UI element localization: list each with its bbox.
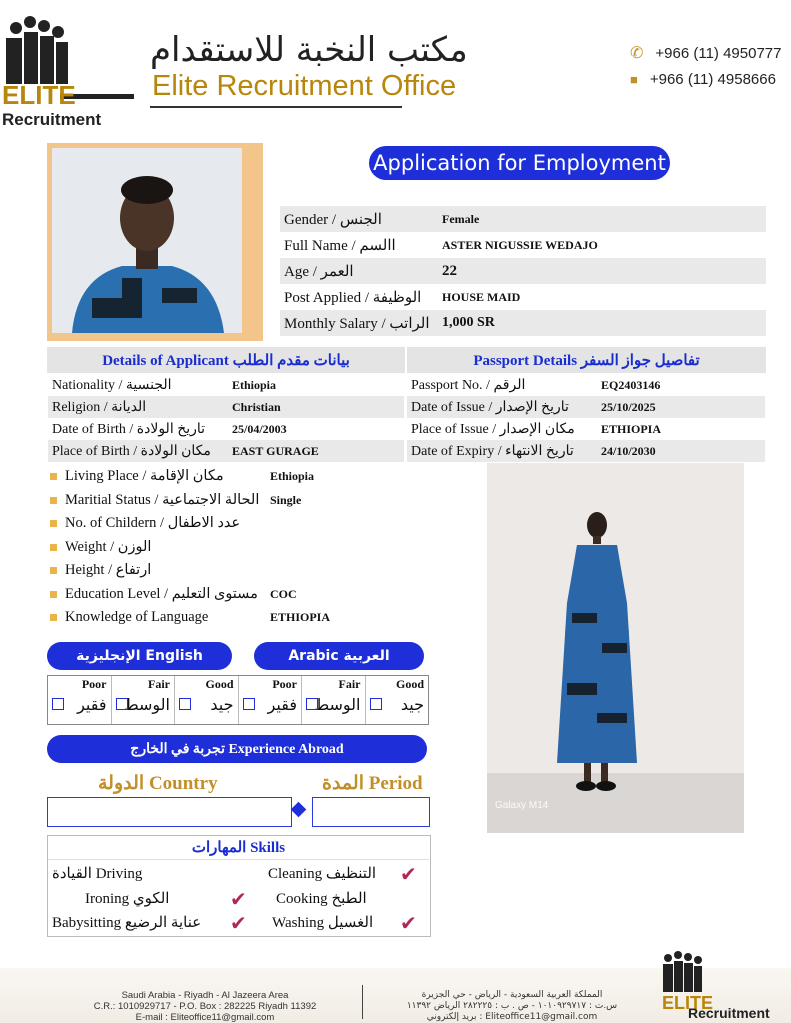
footer-cr-ar: س.ت : ١٠١٠٩٢٩٧١٧ - ص . ب : ٢٨٢٢٢٥ الرياض ١١٣٩٢ xyxy=(406,1001,618,1011)
skill-babysitting: Babysitting عناية الرضيع xyxy=(52,915,202,931)
post-value: HOUSE MAID xyxy=(442,289,521,304)
logo-subtext: Recruitment xyxy=(2,110,102,129)
level-cell xyxy=(48,676,112,724)
level-ar: جيد xyxy=(400,695,424,714)
passport-details-heading: Passport Details تفاصيل جواز السفر xyxy=(407,347,766,373)
level-cell xyxy=(302,676,366,724)
level-ar: فقير xyxy=(267,695,297,714)
period-field[interactable] xyxy=(312,797,430,827)
level-ar: جيد xyxy=(210,695,234,714)
level-en: Fair xyxy=(148,677,170,691)
marital-status-label: Maritial Status / الحالة الاجتماعية xyxy=(65,491,260,508)
level-checkbox[interactable] xyxy=(52,698,64,710)
table-row xyxy=(280,284,766,310)
phone-number-2: +966 (11) 4958666 xyxy=(649,70,776,88)
applicant-details-heading: Details of Applicant بيانات مقدم الطلب xyxy=(47,347,405,373)
table-row xyxy=(48,396,404,418)
issue-date-label: Date of Issue / تاريخ الإصدار xyxy=(407,396,597,418)
application-banner: Application for Employment xyxy=(369,146,670,180)
bullet-icon xyxy=(50,497,57,504)
diamond-icon xyxy=(291,802,307,818)
footer-email-ar: بريد إلكتروني : Eliteoffice11@gmail.com xyxy=(426,1012,598,1022)
office-title-english: Elite Recruitment Office xyxy=(152,70,457,102)
footer-logo-subtext: Recruitment xyxy=(688,1005,770,1021)
education-value: COC xyxy=(270,586,297,601)
level-cell xyxy=(239,676,303,724)
level-cell xyxy=(175,676,239,724)
list-item xyxy=(50,536,330,560)
dob-label: Date of Birth / تاريخ الولادة xyxy=(52,421,206,437)
skill-driving: القيادة Driving xyxy=(52,866,143,882)
applicant-portrait xyxy=(52,148,242,333)
country-field[interactable] xyxy=(47,797,292,827)
check-icon: ✔ xyxy=(400,862,417,886)
table-row xyxy=(48,374,404,396)
living-place-value: Ethiopia xyxy=(270,469,315,484)
gender-label: Gender / الجنس xyxy=(280,206,438,232)
education-label: Education Level / مستوى التعليم xyxy=(65,585,258,602)
level-en: Good xyxy=(205,677,234,691)
list-item xyxy=(50,583,330,607)
list-item xyxy=(50,512,330,536)
table-row xyxy=(407,396,765,418)
country-label: الدولة Country xyxy=(98,773,218,794)
level-ar: الوسط xyxy=(314,695,361,714)
language-knowledge-value: ETHIOPIA xyxy=(270,610,331,625)
level-ar: الوسط xyxy=(123,695,170,714)
footer-divider xyxy=(362,985,363,1019)
list-item xyxy=(50,606,330,630)
expiry-value: 24/10/2030 xyxy=(597,440,765,462)
list-item xyxy=(50,559,330,583)
passport-no-label: Passport No. / الرقم xyxy=(411,377,526,393)
check-icon: ✔ xyxy=(400,911,417,935)
footer-logo-text: ELITE xyxy=(662,993,714,1013)
english-pill: الإنجليزية English xyxy=(47,642,232,670)
applicant-table xyxy=(48,374,404,462)
bullet-icon xyxy=(50,614,57,621)
pob-value: EAST GURAGE xyxy=(228,440,404,462)
language-levels xyxy=(47,675,429,725)
pob-label: Place of Birth / مكان الولادة xyxy=(48,440,228,462)
footer-cr: C.R.: 1010929717 - P.O. Box : 282225 Riyadh 11392 xyxy=(93,1001,317,1012)
table-row xyxy=(280,310,766,336)
level-checkbox[interactable] xyxy=(306,698,318,710)
religion-value: Christian xyxy=(228,396,404,418)
issue-date-value: 25/10/2025 xyxy=(597,396,765,418)
nationality-value: Ethiopia xyxy=(232,377,277,392)
expiry-label: Date of Expiry / تاريخ الانتهاء xyxy=(407,440,597,462)
footer-email: E-mail : Eliteoffice11@gmail.com xyxy=(135,1012,275,1023)
level-en: Poor xyxy=(81,677,107,691)
fullname-label: Full Name / االسم xyxy=(284,237,396,254)
table-row xyxy=(280,232,766,258)
dob-value: 25/04/2003 xyxy=(232,421,287,436)
period-label: المدة Period xyxy=(322,773,423,794)
religion-label: Religion / الديانة xyxy=(48,396,228,418)
skill-washing: Washing الغسيل xyxy=(272,915,374,931)
post-label: Post Applied / الوظيفة xyxy=(284,289,422,306)
level-checkbox[interactable] xyxy=(179,698,191,710)
table-row xyxy=(407,374,765,396)
phone-icon: ✆ xyxy=(630,45,644,62)
age-value: 22 xyxy=(438,258,766,284)
nationality-label: Nationality / الجنسية xyxy=(52,377,172,393)
check-icon: ✔ xyxy=(230,911,247,935)
level-cell xyxy=(112,676,176,724)
bullet-icon xyxy=(50,520,57,527)
arabic-pill: Arabic العربية xyxy=(254,642,424,670)
photo-caption: Galaxy M14 xyxy=(495,800,549,811)
skill-cooking: Cooking الطبخ xyxy=(276,891,367,907)
level-checkbox[interactable] xyxy=(116,698,128,710)
bullet-icon xyxy=(50,567,57,574)
issue-place-label: Place of Issue / مكان الإصدار xyxy=(411,421,575,437)
list-item xyxy=(50,465,330,489)
applicant-full-photo xyxy=(487,463,744,833)
footer-logo xyxy=(660,950,720,994)
bullet-icon xyxy=(50,544,57,551)
height-label: Height / ارتفاع xyxy=(65,562,152,579)
level-en: Good xyxy=(395,677,424,691)
age-label: Age / العمر xyxy=(280,258,438,284)
bullet-icon xyxy=(50,591,57,598)
level-ar: فقير xyxy=(77,695,107,714)
passport-no-value: EQ2403146 xyxy=(601,377,661,392)
children-label: No. of Childern / عدد الاطفال xyxy=(65,515,241,532)
table-row xyxy=(407,440,765,462)
table-row xyxy=(280,258,766,284)
footer-address: Saudi Arabia - Riyadh - Al Jazeera Area xyxy=(121,990,289,1001)
table-row xyxy=(280,206,766,232)
footer-english xyxy=(70,990,340,1023)
check-icon: ✔ xyxy=(230,887,247,911)
fax-icon: ■ xyxy=(630,71,638,87)
level-checkbox[interactable] xyxy=(243,698,255,710)
title-underline xyxy=(150,106,402,108)
table-row xyxy=(48,418,404,440)
passport-table xyxy=(407,374,765,462)
gender-value: Female xyxy=(438,206,766,232)
language-knowledge-label: Knowledge of Language xyxy=(65,609,209,626)
phone-number-1: +966 (11) 4950777 xyxy=(655,44,782,62)
table-row xyxy=(407,418,765,440)
level-cell xyxy=(366,676,429,724)
level-en: Poor xyxy=(272,677,297,691)
contact-phones xyxy=(630,40,782,92)
skill-ironing: Ironing الكوي xyxy=(85,891,170,907)
marital-status-value: Single xyxy=(270,492,302,507)
main-info-table xyxy=(280,206,766,336)
logo-text: ELITE xyxy=(2,80,76,110)
table-row xyxy=(48,440,404,462)
living-place-label: Living Place / مكان الإقامة xyxy=(65,468,224,485)
skills-heading: المهارات Skills xyxy=(48,836,429,860)
fullname-value: ASTER NIGUSSIE WEDAJO xyxy=(442,237,598,252)
level-en: Fair xyxy=(338,677,361,691)
salary-label: Monthly Salary / الراتب xyxy=(280,310,438,336)
footer-arabic xyxy=(372,990,652,1023)
salary-value: 1,000 SR xyxy=(438,310,766,336)
extra-details xyxy=(50,465,330,630)
experience-pill: تجربة في الخارج Experience Abroad xyxy=(47,735,427,763)
level-checkbox[interactable] xyxy=(370,698,382,710)
office-title-arabic: مكتب النخبة للاستقدام xyxy=(150,30,468,70)
issue-place-value: ETHIOPIA xyxy=(601,421,662,436)
footer-address-ar: المملكة العربية السعودية - الرياض - حي الجزيرة xyxy=(421,990,603,1000)
list-item xyxy=(50,489,330,513)
bullet-icon xyxy=(50,473,57,480)
weight-label: Weight / الوزن xyxy=(65,538,152,555)
skill-cleaning: Cleaning التنظيف xyxy=(268,866,377,882)
